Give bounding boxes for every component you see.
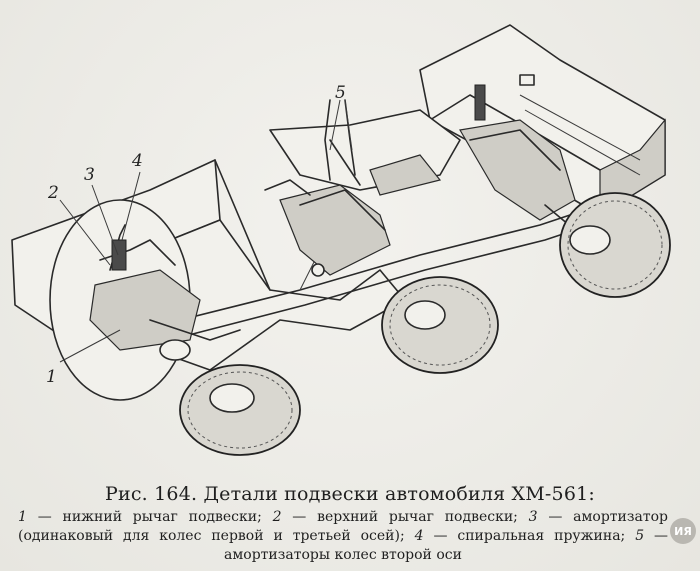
callout-3: 3 bbox=[84, 165, 95, 185]
rear-wheel bbox=[560, 193, 670, 297]
legend-item-3: 3 — амортизатор (одинаковый для колес первой и третьей осей); bbox=[18, 509, 668, 544]
front-wheel bbox=[180, 365, 300, 455]
middle-wheel bbox=[382, 277, 498, 373]
legend-item-5: 5 — амортизаторы колес второй оси bbox=[224, 528, 669, 563]
legend-item-4: 4 — спиральная пружина; bbox=[414, 528, 626, 544]
callout-1: 1 bbox=[46, 367, 57, 387]
figure-legend bbox=[18, 508, 668, 565]
figure-title: Рис. 164. Детали подвески автомобиля ХМ-561: bbox=[104, 483, 596, 505]
callout-5: 5 bbox=[335, 83, 346, 103]
middle-body bbox=[270, 110, 460, 195]
round-logo-icon: ИЯ bbox=[670, 518, 696, 544]
callout-4: 4 bbox=[132, 151, 143, 171]
callout-2: 2 bbox=[48, 183, 59, 203]
legend-item-1: 1 — нижний рычаг подвески; bbox=[18, 509, 262, 525]
legend-item-2: 2 — верхний рычаг подвески; bbox=[272, 509, 518, 525]
